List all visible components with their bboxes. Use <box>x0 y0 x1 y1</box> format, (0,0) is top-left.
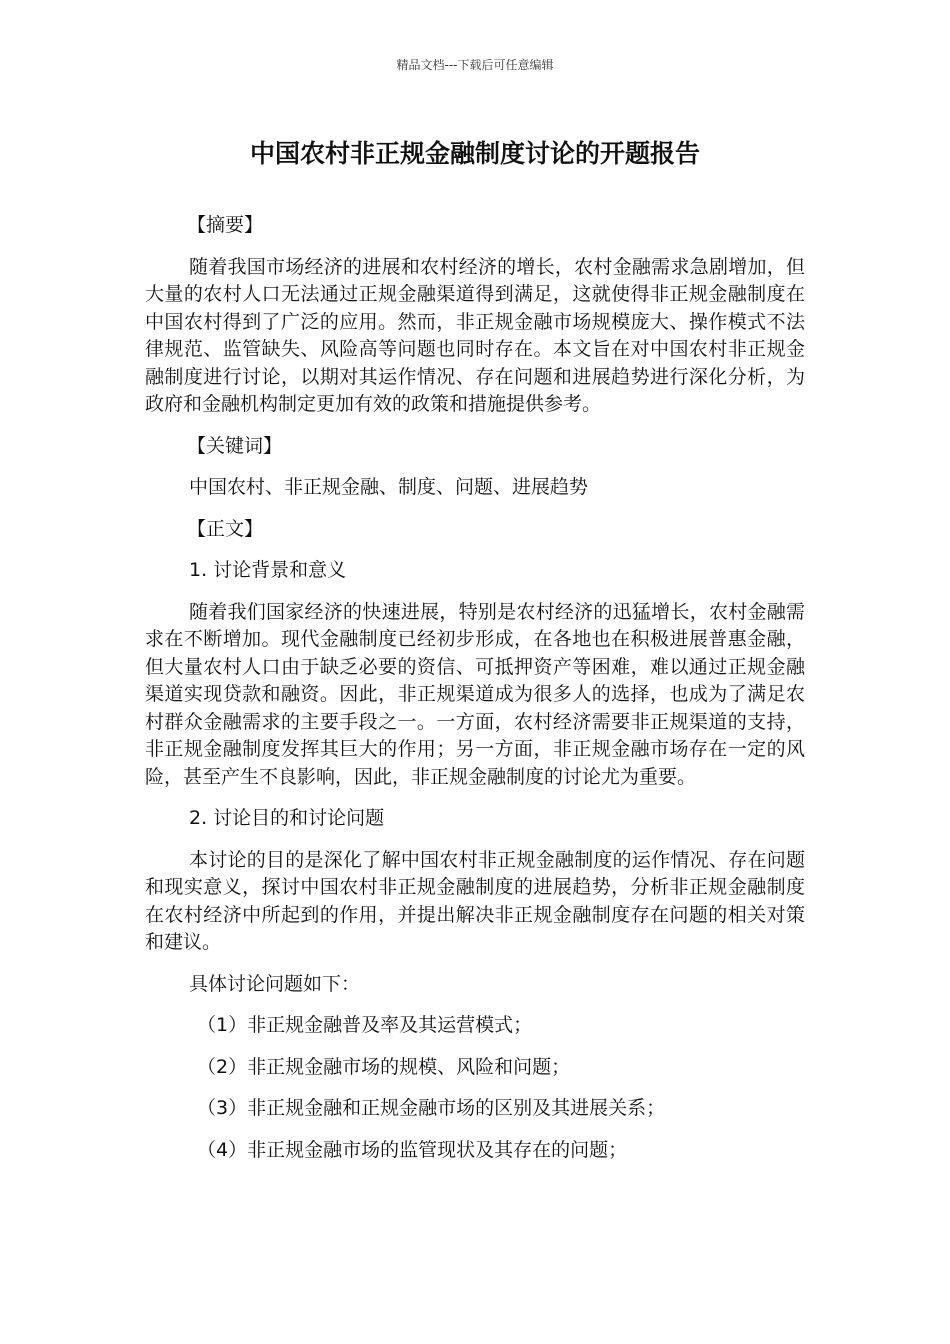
section-2-paragraph: 本讨论的目的是深化了解中国农村非正规金融制度的运作情况、存在问题和现实意义，探讨中国农村非正规金融制度的进展趋势，分析非正规金融制度在农村经济中所起到的作用，并提出解决非正规金融制度存在问题的相关对策和建议。 <box>145 848 805 953</box>
question-item: （2）非正规金融市场的规模、风险和问题； <box>197 1055 571 1078</box>
section-1-heading: 1. 讨论背景和意义 <box>189 559 347 581</box>
question-item: （1）非正规金融普及率及其运营模式； <box>197 1014 533 1036</box>
question-item: （4）非正规金融市场的监管现状及其存在的问题； <box>197 1138 628 1161</box>
abstract-paragraph: 随着我国市场经济的进展和农村经济的增长，农村金融需求急剧增加，但大量的农村人口无法通过正规金融渠道得到满足，这就使得非正规金融制度在中国农村得到了广泛的应用。然而，非正规金融市场规模庞大、操作模式不法律规范、监管缺失、风险高等问题也同时存在。本文旨在对中国农村非正规金融制度进行讨论，以期对其运作情况、存在问题和进展趋势进行深化分析，为政府和金融机构制定更加有效的政策和措施提供参考。 <box>145 255 805 415</box>
abstract-label: 【摘要】 <box>187 214 264 236</box>
section-2-heading: 2. 讨论目的和讨论问题 <box>189 807 385 829</box>
keywords-label: 【关键词】 <box>187 434 283 457</box>
body-label: 【正文】 <box>187 517 264 540</box>
document-body <box>145 212 805 1178</box>
questions-intro: 具体讨论问题如下： <box>189 972 361 995</box>
header-note: 精品文档---下载后可任意编辑 <box>396 58 554 72</box>
question-item: （3）非正规金融和正规金融市场的区别及其进展关系； <box>197 1097 666 1119</box>
document-title: 中国农村非正规金融制度讨论的开题报告 <box>249 139 700 168</box>
section-1-paragraph: 随着我们国家经济的快速进展，特别是农村经济的迅猛增长，农村金融需求在不断增加。现代金融制度已经初步形成，在各地也在积极进展普惠金融，但大量农村人口由于缺乏必要的资信、可抵押资产等困难，难以通过正规金融渠道实现贷款和融资。因此，非正规渠道成为很多人的选择，也成为了满足农村群众金融需求的主要手段之一。一方面，农村经济需要非正规渠道的支持，非正规金融制度发挥其巨大的作用；另一方面，非正规金融市场存在一定的风险，甚至产生不良影响，因此，非正规金融制度的讨论尤为重要。 <box>145 600 805 788</box>
keywords-text: 中国农村、非正规金融、制度、问题、进展趋势 <box>189 476 589 498</box>
